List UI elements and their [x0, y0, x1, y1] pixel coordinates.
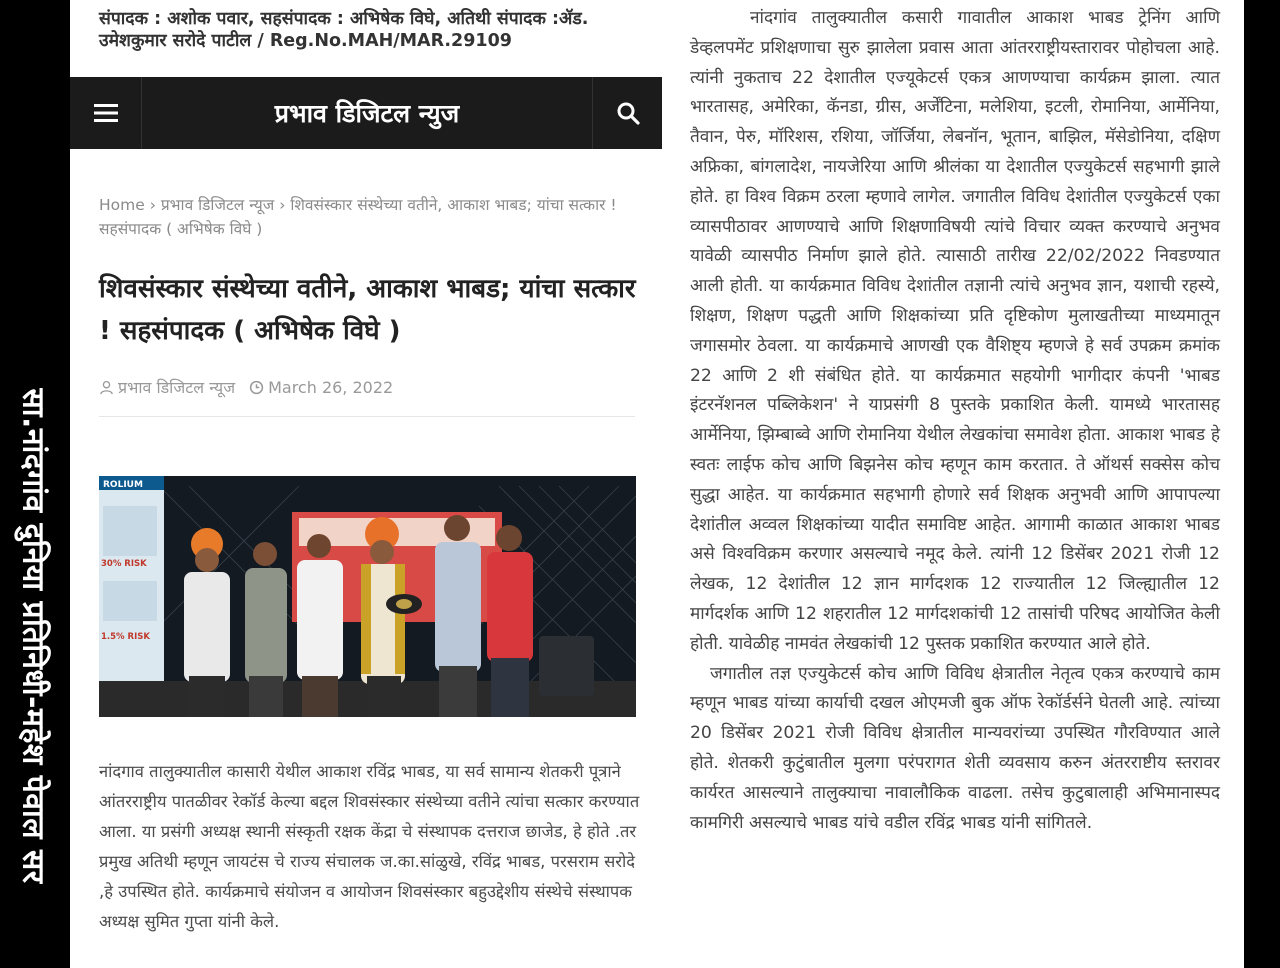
side-banner-text: सा.नांदगांव दुनिया प्रतिनिधी-महेश पेवाल सर — [15, 388, 51, 884]
breadcrumb-home[interactable]: Home — [99, 196, 145, 214]
poster-risk-low: 1.5% RISK — [101, 632, 150, 642]
author-name: प्रभाव डिजिटल न्यूज — [118, 378, 236, 397]
meta-divider — [99, 416, 635, 417]
side-banner — [0, 0, 70, 968]
publish-date: March 26, 2022 — [268, 377, 394, 397]
poster-banner-text: ROLIUM — [103, 480, 143, 490]
search-icon — [616, 101, 640, 125]
news-text — [690, 4, 1220, 838]
hamburger-icon — [94, 103, 118, 123]
editor-credits: संपादक : अशोक पवार, सहसंपादक : अभिषेक विघे, अतिथी संपादक :ॲड. उमेशकुमार सरोदे पाटील / Reg.No.MAH/MAR.29109 — [99, 9, 589, 51]
right-border — [1244, 0, 1280, 968]
search-button[interactable] — [592, 77, 662, 149]
article-meta — [99, 376, 407, 398]
site-title[interactable]: प्रभाव डिजिटल न्युज — [274, 99, 460, 128]
breadcrumb-current: शिवसंस्कार संस्थेच्या वतीने, आकाश भाबड; यांचा सत्कार ! सहसंपादक ( अभिषेक विघे ) — [99, 196, 617, 238]
news-paragraph-1: नांदगांव तालुक्यातील कसारी गावातील आकाश भाबड ट्रेनिंग आणि डेव्हलपमेंट प्रशिक्षणाचा सुरु झालेला प्रवास आता आंतरराष्ट्रीयस्तारावर पोहोचला आहे. त्यांनी नुकताच 22 देशातील एज्यूकेटर्स एकत्र आणण्याचा कार्यक्रम झाला. त्यात भारतासह, अमेरिका, कॅनडा, ग्रीस, अर्जेंटिना, मलेशिया, इटली, रोमानिया, आर्मेनिया, तैवान, पेरु, मॉरिशस, रशिया, जॉर्जिया, लेबनॉन, भूतान, बाझिल, मॅसेडोनिया, दक्षिण अफ्रिका, बांगलादेश, नायजेरिया आणि श्रीलंका या देशातील एज्युकेटर्स सहभागी झाले होते. हा विश्व विक्रम ठरला म्हणावे लागेल. जगातील विविध देशांतील एज्युकेटर्स एका व्यासपीठावर आणण्याचे आणि शिक्षणाविषयी त्यांचे विचार व्यक्त करण्याचे अनुभव यावेळी व्यासपीठ निर्माण झाले होते. त्यासाठी तारीख 22/02/2022 निवडण्यात आली होती. या कार्यक्रमात विविध देशांतील तज्ञानी त्यांचे अनुभव ज्ञान, यशाची रहस्ये, शिक्षण, शिक्षण पद्धती आणि शिक्षकांच्या प्रति दृष्टिकोण मुलाखतीच्या माध्यमातून जगासमोर ठेवला. या कार्यक्रमाचे आणखी एक वैशिष्ट्य म्हणजे हे सर्व उपक्रम क्रमांक 22 आणि 2 शी संबंधित होते. या कार्यक्रमात सहयोगी भागीदार कंपनी 'भाबड इंटरनॅशनल पब्लिकेशन' ने याप्रसंगी 8 पुस्तके प्रकाशित केली. यामध्ये भारतासह आर्मेनिया, झिम्बाब्वे आणि रोमानिया येथील लेखकांचा समावेश होता. आकाश भाबड हे स्वतः लाईफ कोच आणि बिझनेस कोच म्हणून काम करतात. ते ऑथर्स सक्सेस कोच सुद्धा आहेत. या कार्यक्रमात सहभागी होणारे सर्व शिक्षक अनुभवी आणि आपापल्या देशांतील अव्वल शिक्षकांच्या यादीत समाविष्ट आहेत. आगामी काळात आकाश भाबड असे विश्वविक्रम करणार असल्याचे नमूद केले. त्यांनी 12 डिसेंबर 2021 रोजी 12 लेखक, 12 देशांतील 12 ज्ञान मार्गदशक 12 राज्यातील 12 जिल्ह्यातील 12 मार्गदर्शक आणि 12 शहरातील 12 मार्गदशकांची 12 तासांची परिषद आयोजित केली होती. यावेळीह नामवंत लेखकांची 12 पुस्तक प्रकाशित करण्यात आले होते. — [690, 8, 1220, 654]
breadcrumb-category[interactable]: प्रभाव डिजिटल न्यूज — [160, 196, 275, 214]
clock-icon — [249, 380, 264, 395]
poster-risk-high: 30% RISK — [101, 559, 147, 569]
article-photo — [99, 476, 636, 717]
site-header — [70, 77, 662, 149]
author-meta[interactable] — [99, 376, 235, 398]
date-meta — [249, 378, 393, 397]
news-text-column — [662, 0, 1244, 968]
article-title: शिवसंस्कार संस्थेच्या वतीने, आकाश भाबड; यांचा सत्कार ! सहसंपादक ( अभिषेक विघे ) — [99, 274, 636, 346]
article-body: नांदगाव तालुक्यातील कासारी येथील आकाश रविंद्र भाबड, या सर्व सामान्य शेतकरी पूत्राने आंतरराष्ट्रीय पातळीवर रेकॉर्ड केल्या बद्दल शिवसंस्कार संस्थेच्या वतीने त्यांचा सत्कार करण्यात आला. या प्रसंगी अध्यक्ष स्थानी संस्कृती रक्षक केंद्रा चे संस्थापक दत्तराज छाजेड, हे होते .तर प्रमुख अतिथी म्हणून जायटंस चे राज्य संचालक ज.का.सांळुखे, रविंद्र भाबड, परसराम सरोदे ,हे उपस्थित होते. कार्यक्रमाचे संयोजन व आयोजन शिवसंस्कार बहुउद्देशीय संस्थेचे संस्थापक अध्यक्ष सुमित गुप्ता यांनी केले. — [99, 762, 640, 931]
breadcrumb-separator: › — [144, 196, 161, 214]
event-photo-illustration — [99, 476, 636, 717]
article-clipping — [70, 0, 662, 968]
breadcrumb-separator: › — [274, 196, 291, 214]
news-paragraph-2: जगातील तज्ञ एज्युकेटर्स कोच आणि विविध क्षेत्रातील नेतृत्व एकत्र करण्याचे काम म्हणून भाबड यांच्या कार्याची दखल ओएमजी बुक ऑफ रेकॉर्डर्सने घेतली आहे. त्यांच्या 20 डिसेंबर 2021 रोजी विविध क्षेत्रातील मान्यवरांच्या उपस्थित गौरविण्यात आले होते. शेतकरी कुटुंबातील मुलगा परंपरागत शेती व्यवसाय करुन अंतरराष्टीय स्तरावर कार्यरत आसल्याने तालुक्याचा नावालौकिक वाढला. तसेच कुटुबालाही अभिमानास्पद कामगिरी असल्याचे भाबड यांचे वडील रविंद्र भाबड यांनी सांगितले. — [690, 663, 1220, 833]
breadcrumb — [99, 193, 619, 241]
user-icon — [99, 380, 114, 395]
menu-button[interactable] — [70, 77, 142, 149]
